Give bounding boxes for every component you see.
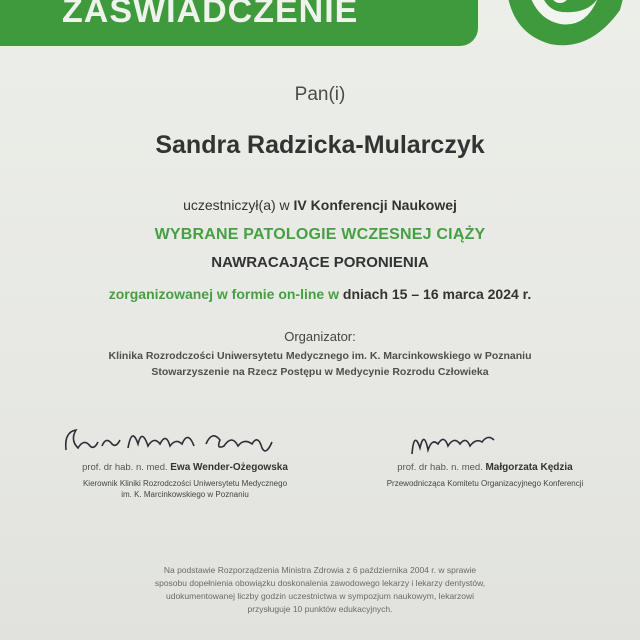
conference-dates-line: [0, 286, 640, 302]
conference-dates: dniach 15 – 16 marca 2024 r.: [342, 286, 532, 302]
organizer-label: Organizator:: [284, 329, 356, 344]
conference-subtitle: NAWRACAJĄCE PORONIENIA: [211, 254, 429, 271]
participation-prefix: uczestniczył(a) w: [183, 197, 294, 213]
footer-line-4: przysługuje 10 punktów edukacyjnych.: [247, 604, 393, 614]
signatory-right: [320, 462, 640, 489]
footer-line-2: sposobu dopełnienia obowiązku doskonalenia zawodowego lekarzy i lekarzy dentystów,: [154, 578, 486, 588]
signatory-role-2: im. K. Marcinkowskiego w Poznaniu: [121, 490, 249, 499]
legal-footer: [110, 564, 530, 616]
signatory-name: Ewa Wender-Ożegowska: [170, 462, 288, 473]
salutation: Pan(i): [294, 84, 346, 105]
signatory-name: Małgorzata Kędzia: [485, 462, 573, 473]
signatory-degree: prof. dr hab. n. med.: [397, 462, 486, 473]
conference-name: IV Konferencji Naukowej: [293, 197, 457, 213]
organizer-line-1: Klinika Rozrodczości Uniwersytetu Medycznego im. K. Marcinkowskiego w Poznaniu: [108, 350, 532, 362]
participation-line: [0, 197, 640, 213]
signature-right: [408, 424, 498, 460]
certificate-title: ZASWIADCZENIE: [62, 0, 359, 30]
logo-icon: [498, 0, 628, 60]
footer-line-3: udokumentowanej liczby godzin uczestnictwa w sympozjum naukowym, lekarzowi: [165, 591, 475, 601]
conference-title: WYBRANE PATOLOGIE WCZESNEJ CIĄŻY: [154, 226, 486, 243]
signatory-degree: prof. dr hab. n. med.: [82, 462, 171, 473]
recipient-name: Sandra Radzicka-Mularczyk: [155, 131, 485, 159]
signatory-left: [20, 462, 350, 500]
signature-left: [62, 420, 282, 462]
footer-line-1: Na podstawie Rozporządzenia Ministra Zdrowia z 6 października 2004 r. w sprawie: [163, 565, 477, 575]
organizer-line-2: Stowarzyszenie na Rzecz Postępu w Medycynie Rozrodu Człowieka: [151, 366, 489, 378]
header-banner: [0, 0, 478, 46]
signatory-role: Kierownik Kliniki Rozrodczości Uniwersytetu Medycznego: [82, 479, 288, 488]
signatory-role: Przewodnicząca Komitetu Organizacyjnego Konferencji: [386, 479, 584, 488]
format-text: zorganizowanej w formie on-line w: [108, 286, 343, 302]
